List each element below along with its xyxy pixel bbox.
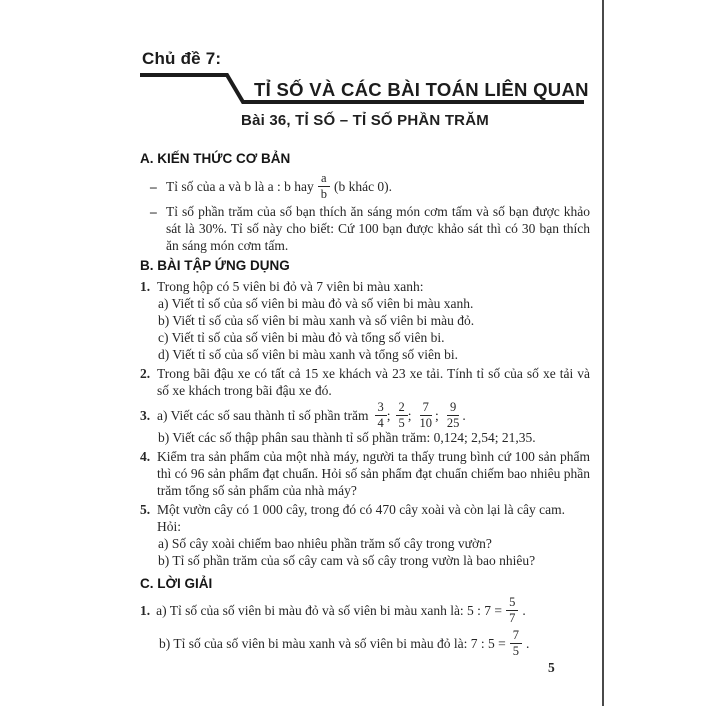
fraction-a-b	[318, 171, 330, 201]
fraction-denominator: b	[320, 186, 327, 201]
section-c-heading: C. LỜI GIẢI	[140, 576, 213, 591]
solution-1a-period: .	[522, 602, 526, 618]
fraction-numerator: 9	[447, 400, 459, 415]
knowledge-item-2	[150, 203, 590, 254]
fraction-numerator: 5	[506, 595, 518, 610]
knowledge-item-1-pre: Tỉ số của a và b là a : b hay	[166, 178, 314, 194]
problem-1-sub-d: d) Viết tỉ số của số viên bi màu xanh và tổng số viên bi.	[158, 347, 459, 362]
problem-3-line-b: b) Viết các số thập phân sau thành tỉ số phần trăm: 0,124; 2,54; 21,35.	[158, 430, 536, 445]
fraction-numerator: 2	[396, 400, 408, 415]
fraction-denominator: 4	[377, 415, 384, 430]
solution-1a	[140, 596, 590, 624]
fraction-9-25	[444, 400, 466, 430]
chapter-title: TỈ SỐ VÀ CÁC BÀI TOÁN LIÊN QUAN	[254, 79, 589, 100]
problem-1	[140, 278, 590, 295]
fraction-separator: ;	[386, 407, 391, 423]
fraction-denominator: 10	[419, 415, 433, 430]
fraction-numerator: 7	[510, 628, 522, 643]
fraction-denominator: 7	[509, 610, 516, 625]
fraction-separator: ;	[435, 407, 439, 423]
problem-3a-text: a) Viết các số sau thành tỉ số phần trăm	[157, 407, 369, 423]
problem-5-question-word: Hỏi:	[157, 519, 182, 534]
problem-1-sub-a: a) Viết tỉ số của số viên bi màu đỏ và số viên bi màu xanh.	[158, 296, 474, 311]
problem-2-text: Trong bãi đậu xe có tất cả 15 xe khách và 23 xe tải. Tính tỉ số của số xe tải và số xe khách trong bãi đậu xe đó.	[157, 366, 590, 398]
fraction-denominator: 5	[398, 415, 405, 430]
dash-marker: –	[150, 204, 157, 219]
solution-1b-text: b) Tỉ số của số viên bi màu xanh và số viên bi màu đỏ là: 7 : 5 =	[159, 635, 506, 651]
page-number: 5	[548, 660, 555, 675]
problem-2-number: 2.	[140, 366, 151, 381]
fraction-7-10	[417, 400, 439, 430]
problem-3-number: 3.	[140, 407, 151, 423]
fraction-7-5	[510, 628, 522, 658]
problem-3-line-a	[140, 401, 590, 429]
problem-1-number: 1.	[140, 279, 151, 294]
problem-5-sub-b: b) Tỉ số phần trăm của số cây cam và số cây trong vườn là bao nhiêu?	[158, 553, 536, 568]
page-content	[140, 150, 590, 662]
problem-1-text: Trong hộp có 5 viên bi đỏ và 7 viên bi màu xanh:	[157, 279, 424, 294]
knowledge-item-1	[150, 172, 590, 200]
fraction-separator: ;	[407, 407, 412, 423]
problem-4-text: Kiểm tra sản phẩm của một nhà máy, người ta thấy trung bình cứ 100 sản phẩm thì có 96 sản phẩm đạt chuẩn. Hỏi số sản phẩm đạt chuẩn chiếm bao nhiêu phần trăm tổng số sản phẩm của nhà máy?	[157, 449, 590, 498]
lesson-title: Bài 36, TỈ SỐ – TỈ SỐ PHẦN TRĂM	[241, 112, 489, 129]
chapter-label: Chủ đề 7:	[142, 49, 222, 68]
solution-1b	[140, 629, 590, 657]
fraction-2-5	[396, 400, 412, 430]
knowledge-item-2-text: Tỉ số phần trăm của số bạn thích ăn sáng món cơm tấm và số bạn được khảo sát là 30%. Tỉ số này cho biết: Cứ 100 bạn được khảo sát thì có 30 bạn thích ăn sáng món cơm tấm.	[166, 204, 590, 253]
solution-1b-period: .	[525, 635, 530, 651]
problem-4	[140, 448, 590, 499]
dash-marker: –	[150, 178, 157, 194]
fraction-numerator: 3	[375, 400, 387, 415]
problem-2	[140, 365, 590, 399]
problem-5-text: Một vườn cây có 1 000 cây, trong đó có 470 cây xoài và còn lại là cây cam.	[157, 502, 565, 517]
fraction-denominator: 5	[512, 643, 519, 658]
problem-5	[140, 501, 590, 518]
fraction-numerator: 7	[420, 400, 432, 415]
problem-5-sub-a: a) Số cây xoài chiếm bao nhiêu phần trăm số cây trong vườn?	[158, 536, 492, 551]
problem-1-sub-b: b) Viết tỉ số của số viên bi màu xanh và số viên bi màu đỏ.	[158, 313, 475, 328]
problem-5-number: 5.	[140, 502, 151, 517]
section-b-heading: B. BÀI TẬP ỨNG DỤNG	[140, 258, 290, 273]
solution-1-number: 1.	[140, 602, 151, 618]
problem-4-number: 4.	[140, 449, 151, 464]
fraction-denominator: 25	[446, 415, 460, 430]
fraction-3-4	[375, 400, 391, 430]
problem-1-sub-c: c) Viết tỉ số của số viên bi màu đỏ và tổng số viên bi.	[158, 330, 445, 345]
fraction-numerator: a	[318, 171, 330, 186]
fraction-separator: .	[462, 407, 466, 423]
fraction-5-7	[506, 595, 518, 625]
solution-1a-text: a) Tỉ số của số viên bi màu đỏ và số viên bi màu xanh là: 5 : 7 =	[156, 602, 503, 618]
section-a-heading: A. KIẾN THỨC CƠ BẢN	[140, 151, 291, 166]
knowledge-item-1-post: (b khác 0).	[333, 178, 393, 194]
